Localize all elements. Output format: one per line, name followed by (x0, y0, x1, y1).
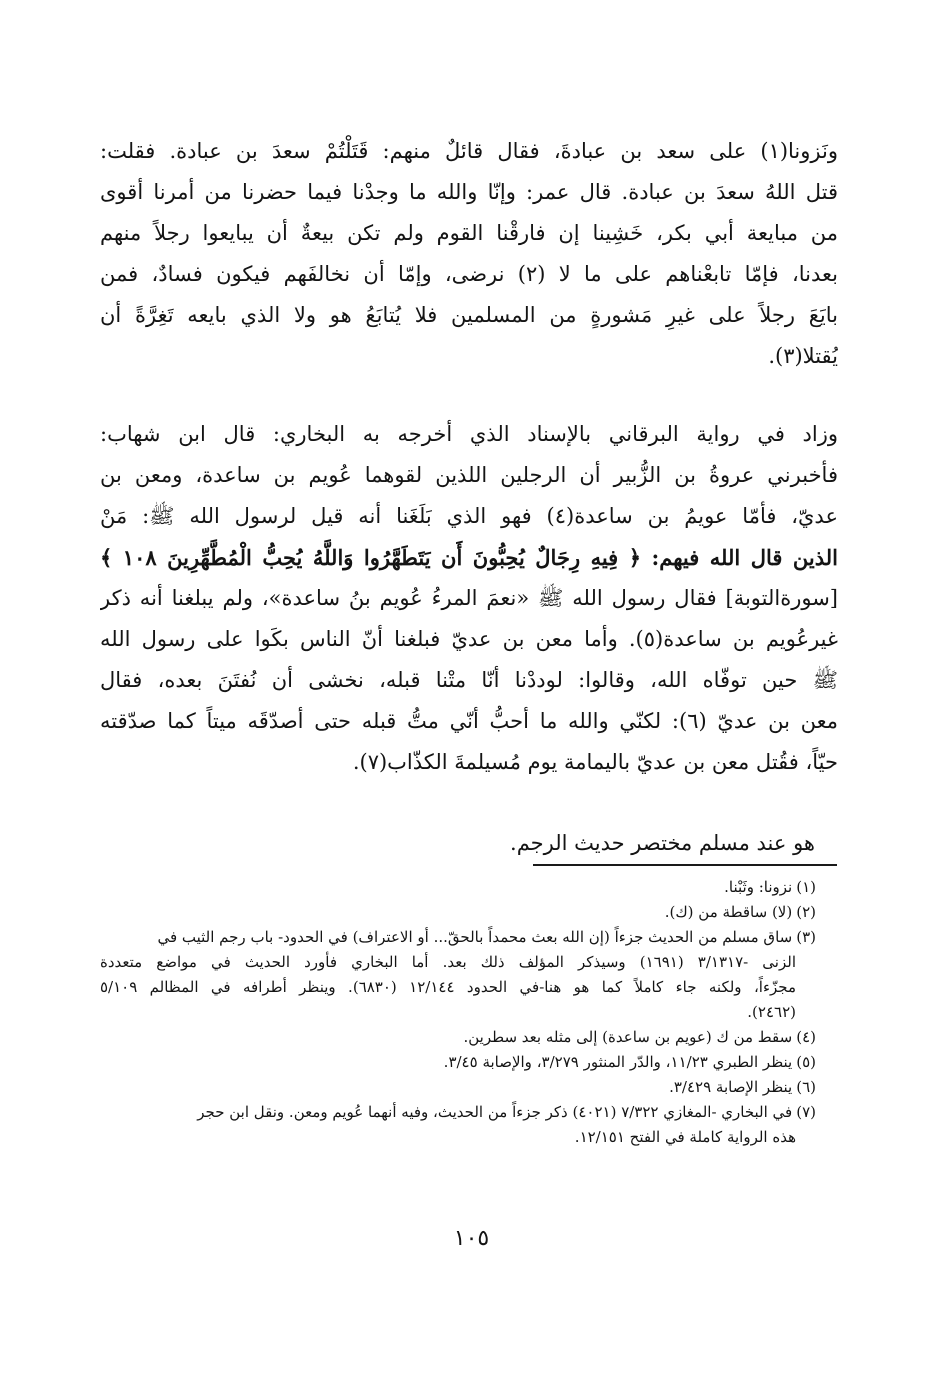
quran-verse-line: الذين قال الله فيهم: ﴿ فِيهِ رِجَالٌ يُحِبُّونَ أَن يَتَطَهَّرُوا وَاللَّهُ يُحِبُّ الْمُطَّهِّرِينَ ١٠٨ ﴾ (100, 545, 838, 570)
footnote-continuation: الزنى -٣/١٣١٧ (١٦٩١) وسيذكر المؤلف ذلك بعد. أما البخاري فأورد الحديث في مواضع متعددة (100, 953, 796, 971)
footnote-5 (100, 1050, 816, 1075)
footnote-divider (533, 864, 837, 866)
footnote-number: (٤) (796, 1028, 816, 1046)
text-line: هو عند مسلم مختصر حديث الرجم. (510, 831, 815, 855)
text-line: [سورةالتوبة] فقال رسول الله ﷺ «نعمَ المرءُ عُويم بنُ ساعدة»، ولم يبلغنا أنه ذكر (100, 586, 838, 610)
footnote-text: سقط من ك (عويم بن ساعدة) إلى مثله بعد سطرين. (463, 1028, 793, 1046)
text-line: وزاد في رواية البرقاني بالإسناد الذي أخرجه به البخاري: قال ابن شهاب: (100, 422, 838, 446)
footnote-number: (٧) (796, 1103, 816, 1121)
text-line: ﷺ حين توفّاه الله، وقالوا: لوددْنا أنّا متْنا قبله، نخشى أن نُفتَنَ بعده، فقال (100, 668, 838, 692)
text-line: حيّاً، فقُتل معن بن عديّ باليمامة يوم مُسيلمةَ الكذّاب(٧). (352, 750, 838, 774)
footnotes (100, 875, 816, 1150)
text-line: ونَزونا(١) على سعد بن عبادةَ، فقال قائلٌ منهم: قَتَلْتُمْ سعدَ بن عبادة. فقلت: (100, 139, 838, 163)
text-line: بعدنا، فإمّا تابعْناهم على ما لا (٢) نرضى، وإمّا أن نخالفَهم فيكون فسادٌ، فمن (100, 262, 838, 286)
footnote-text: نزونا: وثَبْنا. (724, 878, 793, 896)
footnote-text: (لا) ساقطة من (ك). (664, 903, 793, 921)
footnote-7 (100, 1100, 816, 1125)
text-line: غيرعُويم بن ساعدة(٥). وأما معن بن عديّ فبلغنا أنّ الناس بكَوا على رسول الله (100, 627, 838, 651)
main-paragraph-1 (100, 131, 838, 377)
footnote-text: ينظر الطبري ١١/٢٣، والدّر المنثور ٣/٢٧٩، والإصابة ٣/٤٥. (443, 1053, 793, 1071)
main-paragraph-3 (315, 823, 815, 864)
footnote-6 (100, 1075, 816, 1100)
footnote-continuation: هذه الرواية كاملة في الفتح ١٢/١٥١. (574, 1128, 796, 1146)
footnote-text: ساق مسلم من الحديث جزءاً (إن الله بعث محمداً بالحقّ... أو الاعتراف) في الحدود- باب رجم الثيب في (157, 928, 793, 946)
footnote-2 (100, 900, 816, 925)
footnote-continuation: مجزّءاً، ولكنه جاء كاملاً كما هو هنا-في الحدود ١٢/١٤٤ (٦٨٣٠). وينظر أطرافه في المظالم ٥/١٠٩ (100, 978, 796, 996)
page-number: ١٠٥ (453, 1226, 490, 1251)
footnote-number: (٥) (796, 1053, 816, 1071)
footnote-text: ينظر الإصابة ٣/٤٢٩. (669, 1078, 793, 1096)
footnote-continuation: (٢٤٦٢). (747, 1003, 796, 1021)
main-paragraph-2 (100, 414, 838, 783)
footnote-number: (١) (796, 878, 816, 896)
footnote-text: في البخاري -المغازي ٧/٣٢٢ (٤٠٢١) ذكر جزءاً من الحديث، وفيه أنهما عُويم ومعن. ونقل ابن حجر (197, 1103, 793, 1121)
footnote-number: (٦) (796, 1078, 816, 1096)
text-line: بايَعَ رجلاً على غيرِ مَشورةٍ من المسلمين فلا يُتابَعُ هو ولا الذي بايعه تَغِرَّةً أن (100, 303, 838, 327)
footnote-number: (٢) (796, 903, 816, 921)
footnote-number: (٣) (796, 928, 816, 946)
text-line: فأخبرني عروةُ بن الزُّبير أن الرجلين اللذين لقوهما عُويم بن ساعدة، ومعن بن (100, 463, 838, 487)
footnote-1 (100, 875, 816, 900)
footnote-3 (100, 925, 816, 950)
text-line: عديّ، فأمّا عويمُ بن ساعدة(٤) فهو الذي بَلَغَنا أنه قيل لرسول الله ﷺ: مَنْ (100, 504, 838, 528)
text-line: معن بن عديّ (٦): لكنّي والله ما أحبُّ أنّي متُّ قبله حتى أصدّقَه ميتاً كما صدّقته (100, 709, 838, 733)
text-line: يُقتلا(٣). (768, 344, 838, 368)
text-line: قتل اللهُ سعدَ بن عبادة. قال عمر: وإنّا والله ما وجدْنا فيما حضرنا من أمرنا أقوى (100, 180, 838, 204)
text-line: من مبايعة أبي بكر، خَشِينا إن فارقْنا القوم ولم تكن بيعةٌ أن يبايعوا رجلاً منهم (100, 221, 838, 245)
footnote-4 (100, 1025, 816, 1050)
